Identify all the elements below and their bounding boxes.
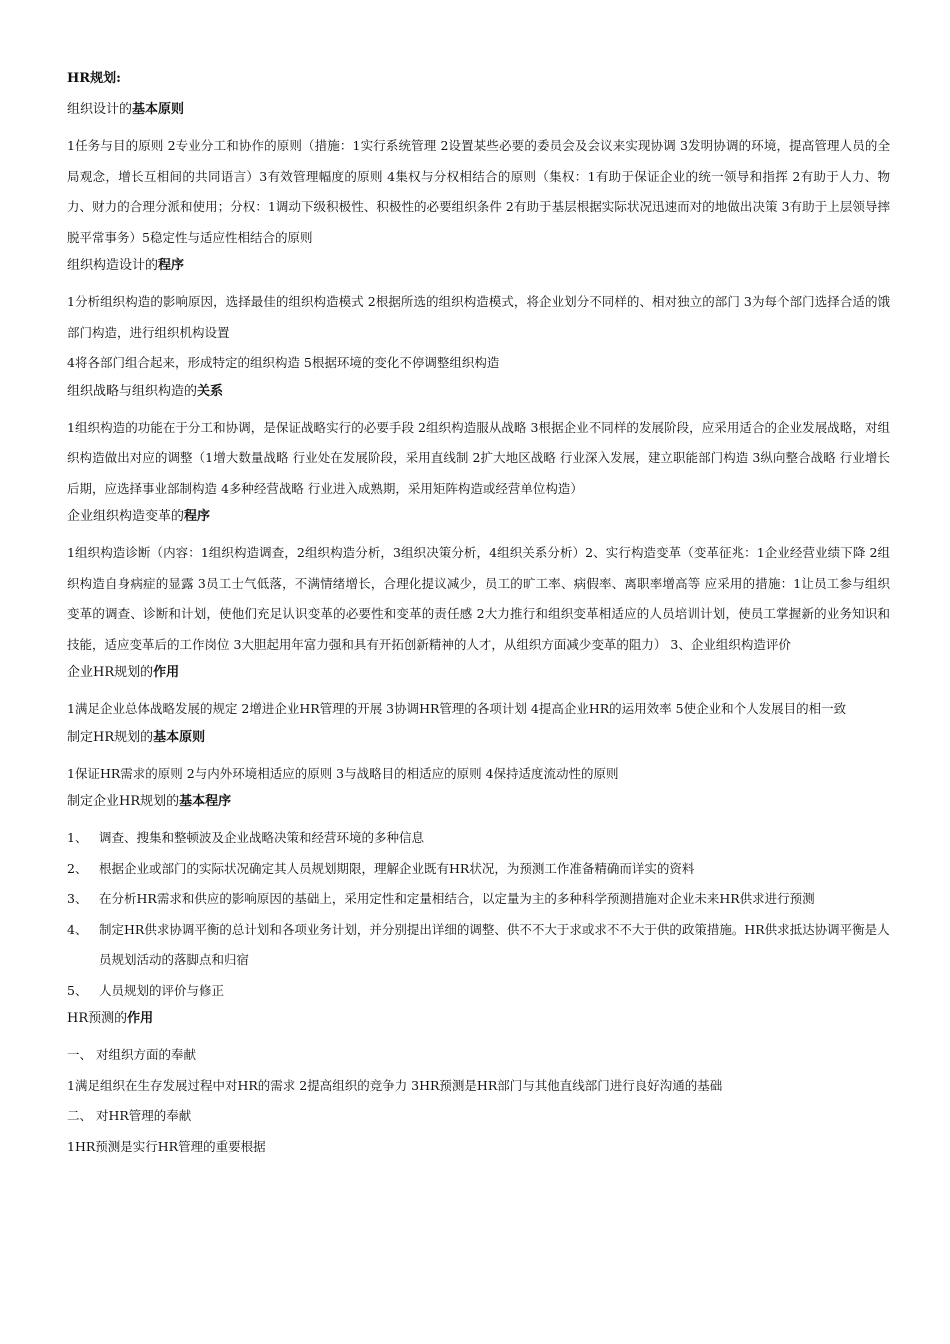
step-text: 在分析HR需求和供应的影响原因的基础上，采用定性和定量相结合，以定量为主的多种科学预测措施对企业未来HR供求进行预测 [99, 891, 815, 906]
heading-plain: HR预测的 [67, 1011, 128, 1026]
procedure-steps-list [67, 823, 890, 1006]
list-item [67, 823, 890, 854]
paragraph-structure-change-procedure: 1组织构造诊断（内容：1组织构造调查，2组织构造分析，3组织决策分析，4组织关系分析）2、实行构造变革（变革征兆：1企业经营业绩下降 2组织构造自身病症的显露 3员工士气低落，不满情绪增长，合理化提议减少，员工的旷工率、病假率、离职率增高等 应采用的措施：1让员工参与组织变革的调查、诊断和计划，使他们充足认识变革的必要性和变革的责任感 2大力推行和组织变革相适应的人员培训计划，使员工掌握新的业务知识和技能，适应变革后的工作岗位 3大胆起用年富力强和具有开拓创新精神的人才，从组织方面减少变革的阻力） 3、企业组织构造评价 [67, 545, 890, 652]
list-item [67, 884, 890, 915]
section-heading-org-design-principles [67, 101, 890, 119]
section-heading-hr-planning-basic-procedure [67, 793, 890, 811]
step-text: 调查、搜集和整顿波及企业战略决策和经营环境的多种信息 [99, 830, 425, 845]
section-heading-hr-forecast-role [67, 1010, 890, 1028]
section-heading-hr-planning-role [67, 664, 890, 682]
heading-plain: 组织战略与组织构造的 [67, 383, 198, 399]
heading-plain: 组织设计的 [67, 102, 133, 117]
section-heading-hr-planning-principles [67, 729, 890, 747]
paragraph-hr-planning-role: 1满足企业总体战略发展的规定 2增进企业HR管理的开展 3协调HR管理的各项计划 4提高企业HR的运用效率 5使企业和个人发展目的相一致 [67, 701, 847, 716]
heading-bold: 程序 [184, 509, 211, 524]
step-number: 3、 [67, 891, 88, 906]
list-item [67, 915, 890, 976]
heading-bold: 基本程序 [179, 794, 232, 809]
paragraph-hr-planning-principles: 1保证HR需求的原则 2与内外环境相适应的原则 3与战略目的相适应的原则 4保持适度流动性的原则 [67, 765, 619, 781]
paragraph-structure-procedure-b: 4将各部门组合起来，形成特定的组织构造 5根据环境的变化不停调整组织构造 [67, 355, 500, 370]
heading-plain: 企业HR规划的 [67, 665, 154, 680]
step-text: 制定HR供求协调平衡的总计划和各项业务计划，并分别提出详细的调整、供不不大于求或求不不大于供的政策措施。HR供求抵达协调平衡是人员规划活动的落脚点和归宿 [99, 921, 890, 967]
heading-bold: 作用 [153, 665, 180, 680]
heading-plain: 企业组织构造变革的 [67, 509, 185, 524]
heading-bold: 作用 [127, 1011, 154, 1026]
paragraph-forecast-org: 1满足组织在生存发展过程中对HR的需求 2提高组织的竞争力 3HR预测是HR部门与其他直线部门进行良好沟通的基础 [67, 1077, 723, 1093]
step-number: 4、 [67, 921, 88, 937]
section-heading-strategy-structure-relation [67, 383, 890, 401]
heading-bold: 程序 [158, 258, 185, 273]
step-number: 2、 [67, 860, 88, 876]
paragraph-strategy-structure-relation: 1组织构造的功能在于分工和协调，是保证战略实行的必要手段 2组织构造服从战略 3根据企业不同样的发展阶段，应采用适合的企业发展战略，对组织构造做出对应的调整（1增大数量战略 行业处在发展阶段，采用直线制 2扩大地区战略 行业深入发展，建立职能部门构造 3纵向整合战略 行业增长后期，应选择事业部制构造 4多种经营战略 行业进入成熟期，采用矩阵构造或经营单位构造） [67, 419, 890, 496]
step-text: 人员规划的评价与修正 [99, 982, 225, 998]
list-item [67, 976, 890, 1007]
list-item [67, 854, 890, 885]
heading-plain: 组织构造设计的 [67, 258, 159, 273]
paragraph-forecast-hr: 1HR预测是实行HR管理的重要根据 [67, 1138, 266, 1154]
step-number: 1、 [67, 830, 88, 845]
heading-bold: 关系 [197, 383, 224, 399]
paragraph-structure-procedure-a: 1分析组织构造的影响原因，选择最佳的组织构造模式 2根据所选的组织构造模式，将企业划分不同样的、相对独立的部门 3为每个部门选择合适的饿部门构造，进行组织机构设置 [67, 294, 890, 340]
heading-plain: 制定企业HR规划的 [67, 794, 180, 809]
document-title: HR规划: [67, 71, 121, 86]
paragraph-org-design-principles: 1任务与目的原则 2专业分工和协作的原则（措施：1实行系统管理 2设置某些必要的委员会及会议来实现协调 3发明协调的环境，提高管理人员的全局观念，增长互相间的共同语言）3有效管理幅度的原则 4集权与分权相结合的原则（集权：1有助于保证企业的统一领导和指挥 2有助于人力、物力、财力的合理分派和使用；分权：1调动下级积极性、积极性的必要组织条件 2有助于基层根据实际状况迅速而对的地做出决策 3有助于上层领导摔脱平常事务）5稳定性与适应性相结合的原则 [67, 138, 890, 245]
forecast-subheading-org: 一、 对组织方面的奉献 [67, 1047, 196, 1062]
heading-bold: 基本原则 [132, 102, 185, 117]
section-heading-structure-change-procedure [67, 508, 890, 526]
forecast-subheading-hr: 二、 对HR管理的奉献 [67, 1108, 192, 1123]
step-text: 根据企业或部门的实际状况确定其人员规划期限，理解企业既有HR状况，为预测工作准备精确而详实的资料 [99, 860, 695, 876]
heading-plain: 制定HR规划的 [67, 729, 154, 745]
section-heading-structure-design-procedure [67, 257, 890, 275]
step-number: 5、 [67, 982, 88, 998]
heading-bold: 基本原则 [153, 729, 206, 745]
